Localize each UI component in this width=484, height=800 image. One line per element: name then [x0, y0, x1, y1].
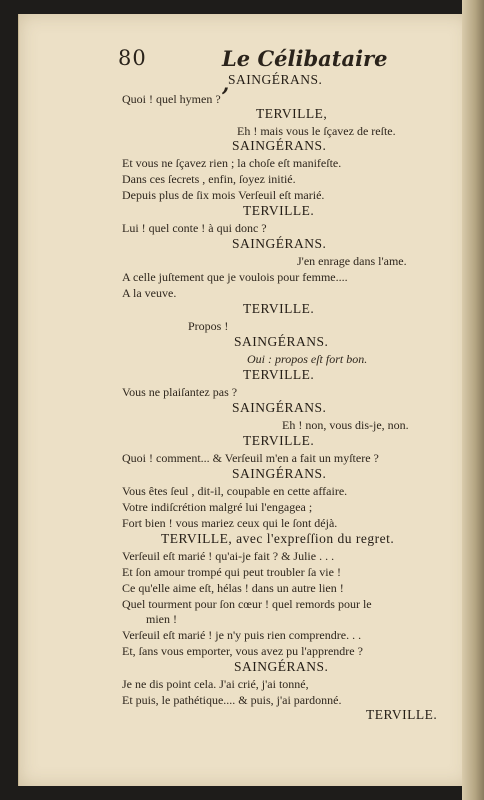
verse-line: Et, ſans vous emporter, vous avez pu l'apprendre ?	[122, 644, 363, 658]
verse-line: Je ne dis point cela. J'ai crié, j'ai tonné,	[122, 677, 309, 691]
verse-line: Verſeuil eſt marié ! qu'ai-je fait ? & Julie . . .	[122, 549, 335, 563]
speaker-name: TERVILLE.	[243, 433, 315, 448]
speaker-name: TERVILLE.	[243, 301, 315, 316]
speaker-name: SAINGÉRANS.	[232, 138, 327, 153]
speaker-name: TERVILLE.	[366, 707, 438, 722]
verse-line: Oui : propos eſt fort bon.	[247, 352, 368, 366]
verse-line: A celle juſtement que je voulois pour femme....	[122, 270, 348, 284]
speaker-name: SAINGÉRANS.	[228, 72, 323, 87]
verse-line: Eh ! mais vous le ſçavez de reſte.	[237, 124, 396, 138]
verse-line: Quel tourment pour ſon cœur ! quel remords pour le	[122, 597, 372, 611]
verse-line: Votre indiſcrétion malgré lui l'engagea ;	[122, 500, 313, 514]
verse-line: Fort bien ! vous mariez ceux qui le ſont déjà.	[122, 516, 338, 530]
verse-line: Verſeuil eſt marié ! je n'y puis rien comprendre. . .	[122, 628, 362, 642]
verse-line: Propos !	[188, 319, 229, 333]
verse-line: Et ſon amour trompé qui peut troubler ſa vie !	[122, 565, 341, 579]
verse-line: Et vous ne ſçavez rien ; la choſe eſt manifeſte.	[122, 156, 342, 170]
speaker-name: SAINGÉRANS.	[232, 400, 327, 415]
verse-line: Quoi ! comment... & Verſeuil m'en a fait un myſtere ?	[122, 451, 379, 465]
verse-line: Lui ! quel conte ! à qui donc ?	[122, 221, 267, 235]
verse-line: Eh ! non, vous dis-je, non.	[282, 418, 409, 432]
verse-line: Quoi ! quel hymen ?	[122, 92, 221, 106]
verse-line: A la veuve.	[122, 286, 177, 300]
verse-line: Ce qu'elle aime eſt, hélas ! dans un autre lien !	[122, 581, 344, 595]
verse-line: Vous ne plaiſantez pas ?	[122, 385, 238, 399]
speaker-name: SAINGÉRANS.	[234, 334, 329, 349]
page-number: 80	[118, 46, 147, 70]
verse-line: J'en enrage dans l'ame.	[297, 254, 407, 268]
speaker-name: SAINGÉRANS.	[234, 659, 329, 674]
verse-line: Dans ces ſecrets , enfin, ſoyez initié.	[122, 172, 296, 186]
speaker-name: SAINGÉRANS.	[232, 236, 327, 251]
verse-line: Et puis, le pathétique.... & puis, j'ai pardonné.	[122, 693, 342, 707]
running-title: Le Célibataire ,	[222, 46, 388, 96]
speaker-name: TERVILLE.	[243, 367, 315, 382]
speaker-name: TERVILLE, avec l'expreſſion du regret.	[161, 531, 395, 546]
verse-line: Depuis plus de ſix mois Verſeuil eſt marié.	[122, 188, 325, 202]
speaker-name: SAINGÉRANS.	[232, 466, 327, 481]
speaker-name: TERVILLE.	[243, 203, 315, 218]
verse-line: Vous êtes ſeul , dit-il, coupable en cette affaire.	[122, 484, 348, 498]
speaker-name: TERVILLE,	[256, 106, 328, 121]
verse-line: mien !	[146, 612, 177, 626]
